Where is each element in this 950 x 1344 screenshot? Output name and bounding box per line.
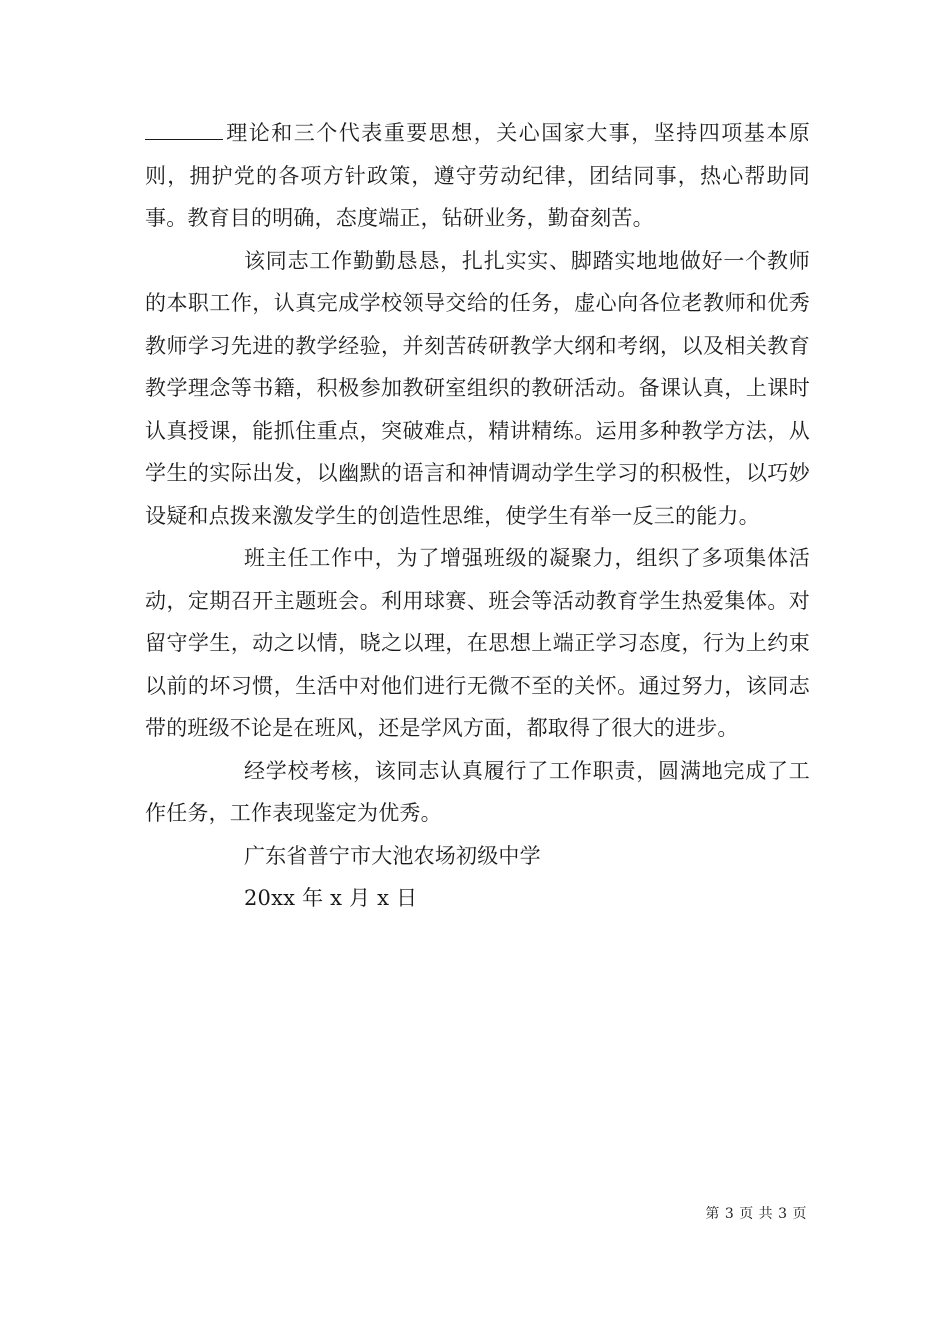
fill-in-blank (145, 121, 223, 140)
paragraph-3: 班主任工作中，为了增强班级的凝聚力，组织了多项集体活动，定期召开主题班会。利用球赛、班会等活动教育学生热爱集体。对留守学生，动之以情，晓之以理，在思想上端正学习态度，行为上约束以前的坏习惯，生活中对他们进行无微不至的关怀。通过努力，该同志带的班级不论是在班风，还是学风方面，都取得了很大的进步。 (145, 546, 810, 740)
paragraph-1-text: 理论和三个代表重要思想，关心国家大事，坚持四项基本原则，拥护党的各项方针政策，遵守劳动纪律，团结同事，热心帮助同事。教育目的明确，态度端正，钻研业务，勤奋刻苦。 (145, 121, 810, 230)
paragraph-1 (145, 112, 810, 240)
page-number: 第 3 页 共 3 页 (705, 1206, 807, 1222)
signature-organization: 广东省普宁市大池农场初级中学 (244, 843, 541, 868)
signature-date: 20xx 年 x 月 x 日 (244, 886, 418, 910)
document-body (145, 112, 810, 920)
paragraph-2: 该同志工作勤勤恳恳，扎扎实实、脚踏实地地做好一个教师的本职工作，认真完成学校领导交给的任务，虚心向各位老教师和优秀教师学习先进的教学经验，并刻苦砖研教学大纲和考纲，以及相关教育教学理念等书籍，积极参加教研室组织的教研活动。备课认真，上课时认真授课，能抓住重点，突破难点，精讲精练。运用多种教学方法，从学生的实际出发，以幽默的语言和神情调动学生学习的积极性，以巧妙设疑和点拨来激发学生的创造性思维，使学生有举一反三的能力。 (145, 248, 810, 528)
paragraph-4: 经学校考核，该同志认真履行了工作职责，圆满地完成了工作任务，工作表现鉴定为优秀。 (145, 758, 810, 825)
